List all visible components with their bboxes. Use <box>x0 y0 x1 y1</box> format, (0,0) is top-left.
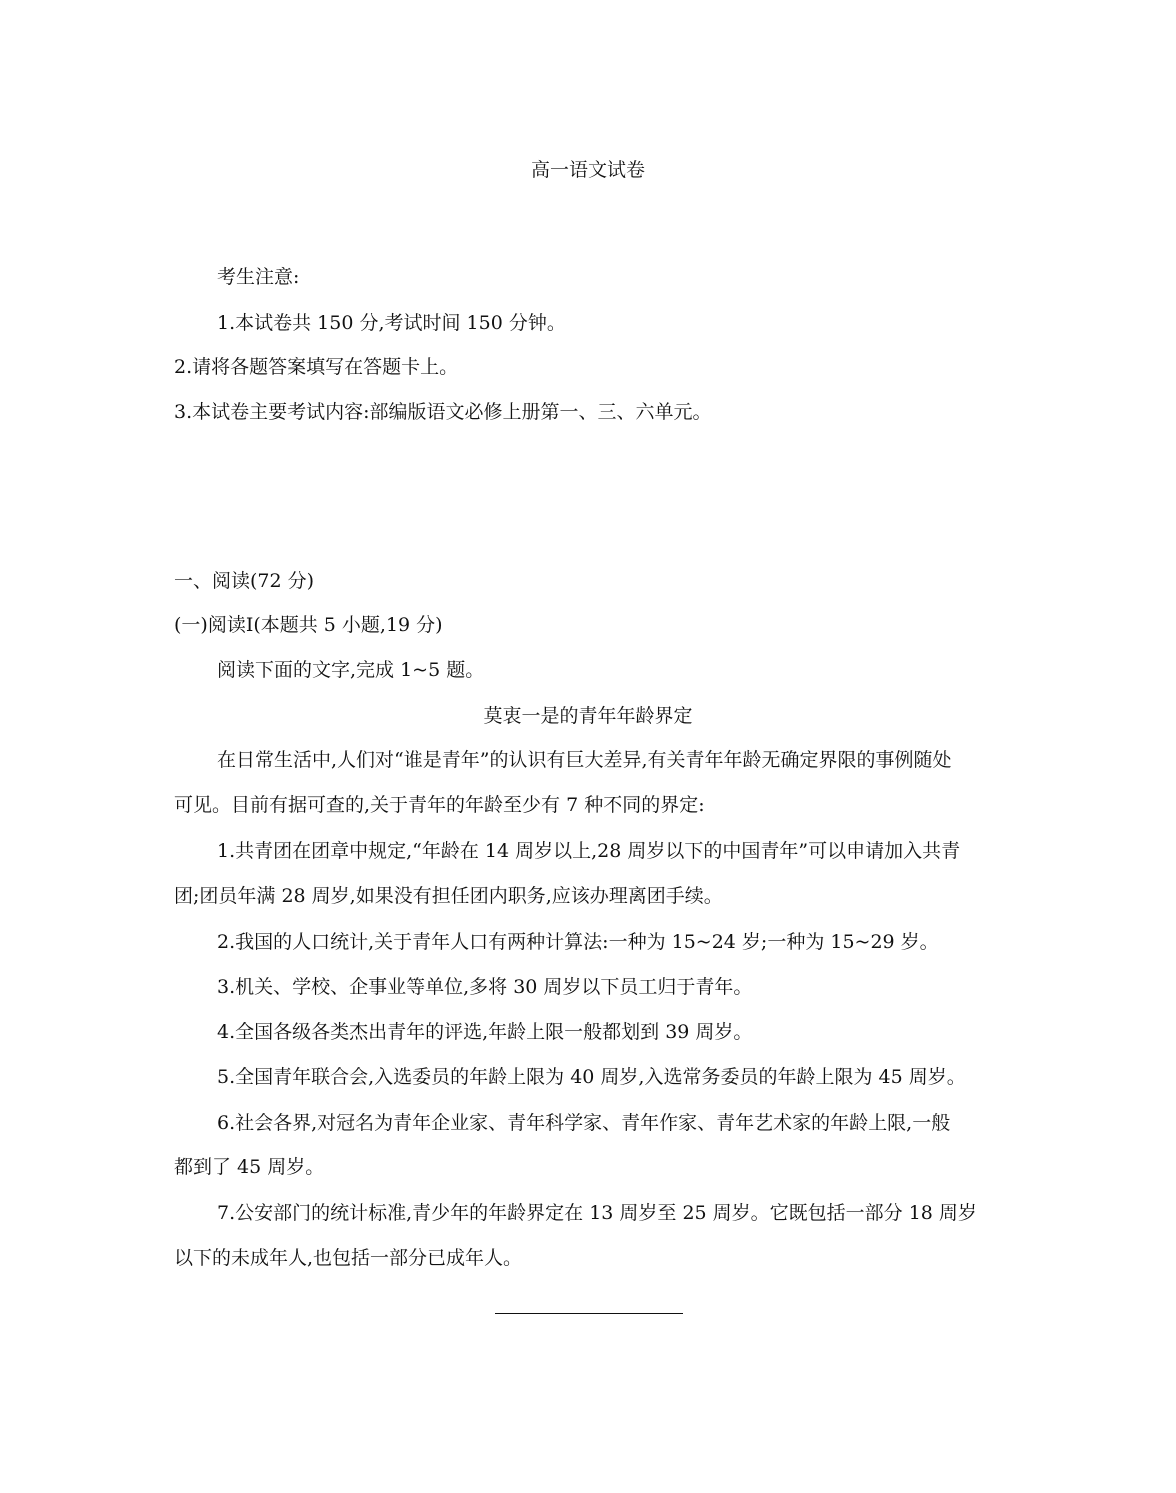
article-line: 4.全国各级各类杰出青年的评选,年龄上限一般都划到 39 周岁。 <box>217 1021 753 1043</box>
notice-item: 1.本试卷共 150 分,考试时间 150 分钟。 <box>217 312 566 334</box>
article-line: 2.我国的人口统计,关于青年人口有两种计算法:一种为 15~24 岁;一种为 15~29 岁。 <box>217 931 939 953</box>
section-subheading: (一)阅读I(本题共 5 小题,19 分) <box>174 614 443 636</box>
article-line: 在日常生活中,人们对“谁是青年”的认识有巨大差异,有关青年年龄无确定界限的事例随处 <box>217 749 952 771</box>
notice-item: 2.请将各题答案填写在答题卡上。 <box>174 356 459 378</box>
article-line: 3.机关、学校、企事业等单位,多将 30 周岁以下员工归于青年。 <box>217 976 753 998</box>
article-line: 可见。目前有据可查的,关于青年的年龄至少有 7 种不同的界定: <box>174 794 705 816</box>
article-title: 莫衷一是的青年年龄界定 <box>483 705 693 727</box>
section-heading: 一、阅读(72 分) <box>174 570 315 592</box>
notice-heading: 考生注意: <box>217 266 300 288</box>
reading-instruction: 阅读下面的文字,完成 1~5 题。 <box>217 659 485 681</box>
article-line: 5.全国青年联合会,入选委员的年龄上限为 40 周岁,入选常务委员的年龄上限为 45 周岁。 <box>217 1066 966 1088</box>
footer-rule <box>495 1313 683 1314</box>
article-line: 都到了 45 周岁。 <box>174 1156 325 1178</box>
notice-item: 3.本试卷主要考试内容:部编版语文必修上册第一、三、六单元。 <box>174 401 712 423</box>
article-line: 7.公安部门的统计标准,青少年的年龄界定在 13 周岁至 25 周岁。它既包括一部分 18 周岁 <box>217 1202 977 1224</box>
article-line: 1.共青团在团章中规定,“年龄在 14 周岁以上,28 周岁以下的中国青年”可以申请加入共青 <box>217 840 961 862</box>
article-line: 6.社会各界,对冠名为青年企业家、青年科学家、青年作家、青年艺术家的年龄上限,一般 <box>217 1112 951 1134</box>
article-line: 以下的未成年人,也包括一部分已成年人。 <box>174 1247 523 1269</box>
exam-title: 高一语文试卷 <box>530 159 645 181</box>
article-line: 团;团员年满 28 周岁,如果没有担任团内职务,应该办理离团手续。 <box>174 885 723 907</box>
